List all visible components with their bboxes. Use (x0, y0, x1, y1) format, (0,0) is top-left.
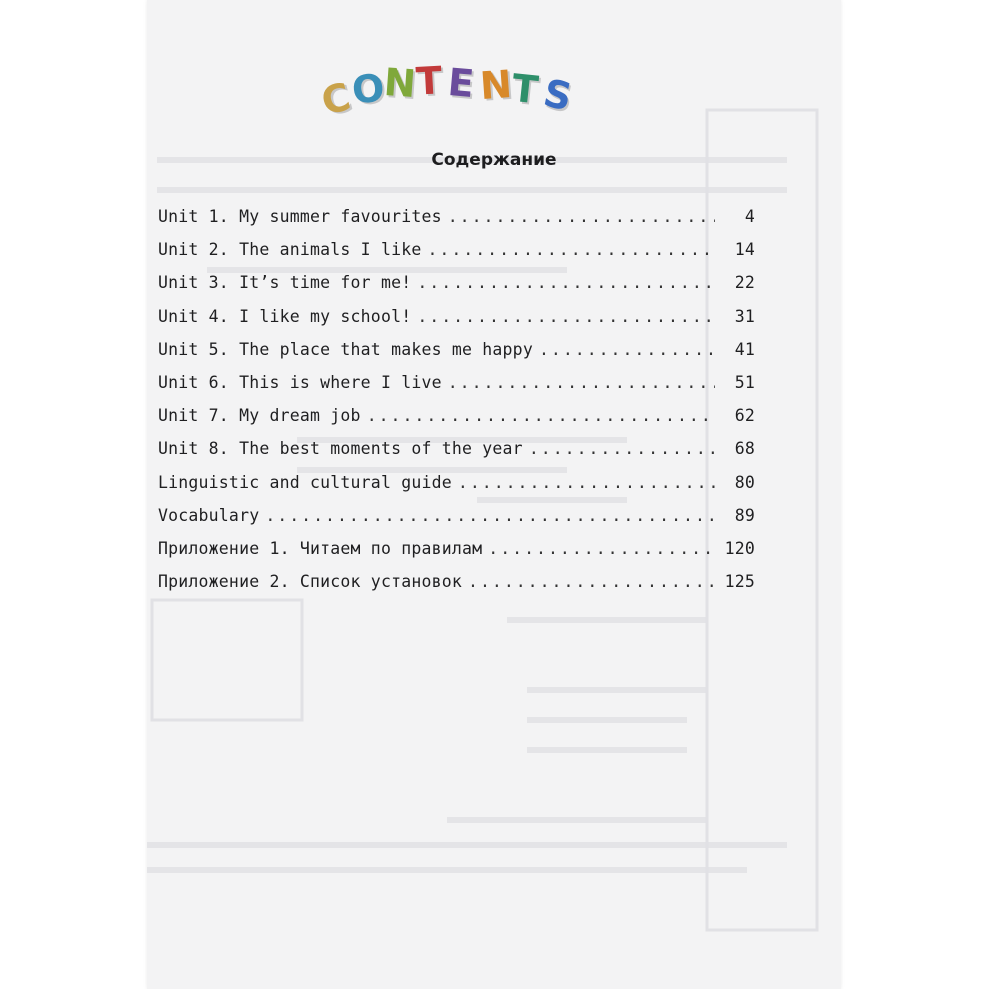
toc-dot-leader (417, 307, 715, 326)
toc-dot-leader (265, 506, 715, 525)
toc-entry-title: Linguistic and cultural guide (158, 472, 452, 492)
toc-entry-page-number: 80 (734, 472, 755, 492)
toc-entry-title: Unit 3. It’s time for me! (158, 273, 412, 293)
toc-entry (158, 473, 755, 506)
toc-entry-page-number: 68 (734, 439, 755, 459)
toc-entry (158, 406, 755, 439)
toc-entry (158, 273, 755, 306)
toc-entry (158, 539, 755, 572)
toc-entry-title: Vocabulary (158, 505, 260, 525)
title-letter: C (317, 74, 355, 124)
title-letter: N (478, 61, 514, 109)
toc-entry (158, 207, 755, 240)
toc-entry-title: Приложение 1. Читаем по правилам (158, 538, 483, 558)
title-letter: N (382, 59, 418, 107)
toc-entry-title: Unit 6. This is where I live (158, 372, 442, 392)
toc-dot-leader (488, 539, 715, 558)
title-letter: S (539, 70, 576, 120)
toc-dot-leader (458, 473, 715, 492)
title-letter: T (509, 65, 541, 113)
toc-dot-leader (448, 207, 715, 226)
toc-dot-leader (529, 439, 715, 458)
toc-entry-page-number: 4 (744, 207, 755, 226)
toc-entry-title: Unit 2. The animals I like (158, 240, 422, 260)
toc-entry (158, 506, 755, 539)
toc-entry-title: Приложение 2. Список установок (158, 572, 463, 592)
toc-dot-leader (427, 240, 715, 259)
toc-entry-page-number: 125 (724, 572, 755, 592)
toc-dot-leader (468, 572, 715, 591)
toc-entry-page-number: 62 (734, 406, 755, 426)
toc-entry (158, 240, 755, 273)
toc-entry-page-number: 41 (734, 339, 755, 359)
contents-title-art (317, 58, 582, 124)
toc-entry-title: Unit 8. The best moments of the year (158, 439, 523, 459)
toc-entry (158, 572, 755, 605)
title-letter: E (446, 59, 476, 107)
toc-dot-leader (448, 373, 715, 392)
toc-entry-title: Unit 5. The place that makes me happy (158, 339, 533, 359)
toc-entry-page-number: 89 (734, 505, 755, 525)
title-letter: O (349, 65, 387, 113)
toc-dot-leader (539, 340, 715, 359)
toc-entry-title: Unit 1. My summer favourites (158, 207, 442, 226)
toc-dot-leader (367, 406, 715, 425)
toc-entry-page-number: 22 (734, 273, 755, 293)
toc-entry (158, 373, 755, 406)
toc-entry-title: Unit 4. I like my school! (158, 306, 412, 326)
document-page (147, 0, 841, 989)
page-subtitle: Содержание (431, 150, 557, 170)
toc-entry-title: Unit 7. My dream job (158, 406, 361, 426)
toc-entry-page-number: 120 (724, 538, 755, 558)
toc-entry-page-number: 31 (734, 306, 755, 326)
toc-entry-page-number: 14 (734, 240, 755, 260)
toc-entry (158, 307, 755, 340)
toc-entry (158, 340, 755, 373)
toc-entry (158, 439, 755, 472)
table-of-contents (158, 207, 755, 605)
toc-dot-leader (417, 273, 715, 292)
toc-entry-page-number: 51 (734, 372, 755, 392)
title-letter: T (414, 58, 444, 104)
